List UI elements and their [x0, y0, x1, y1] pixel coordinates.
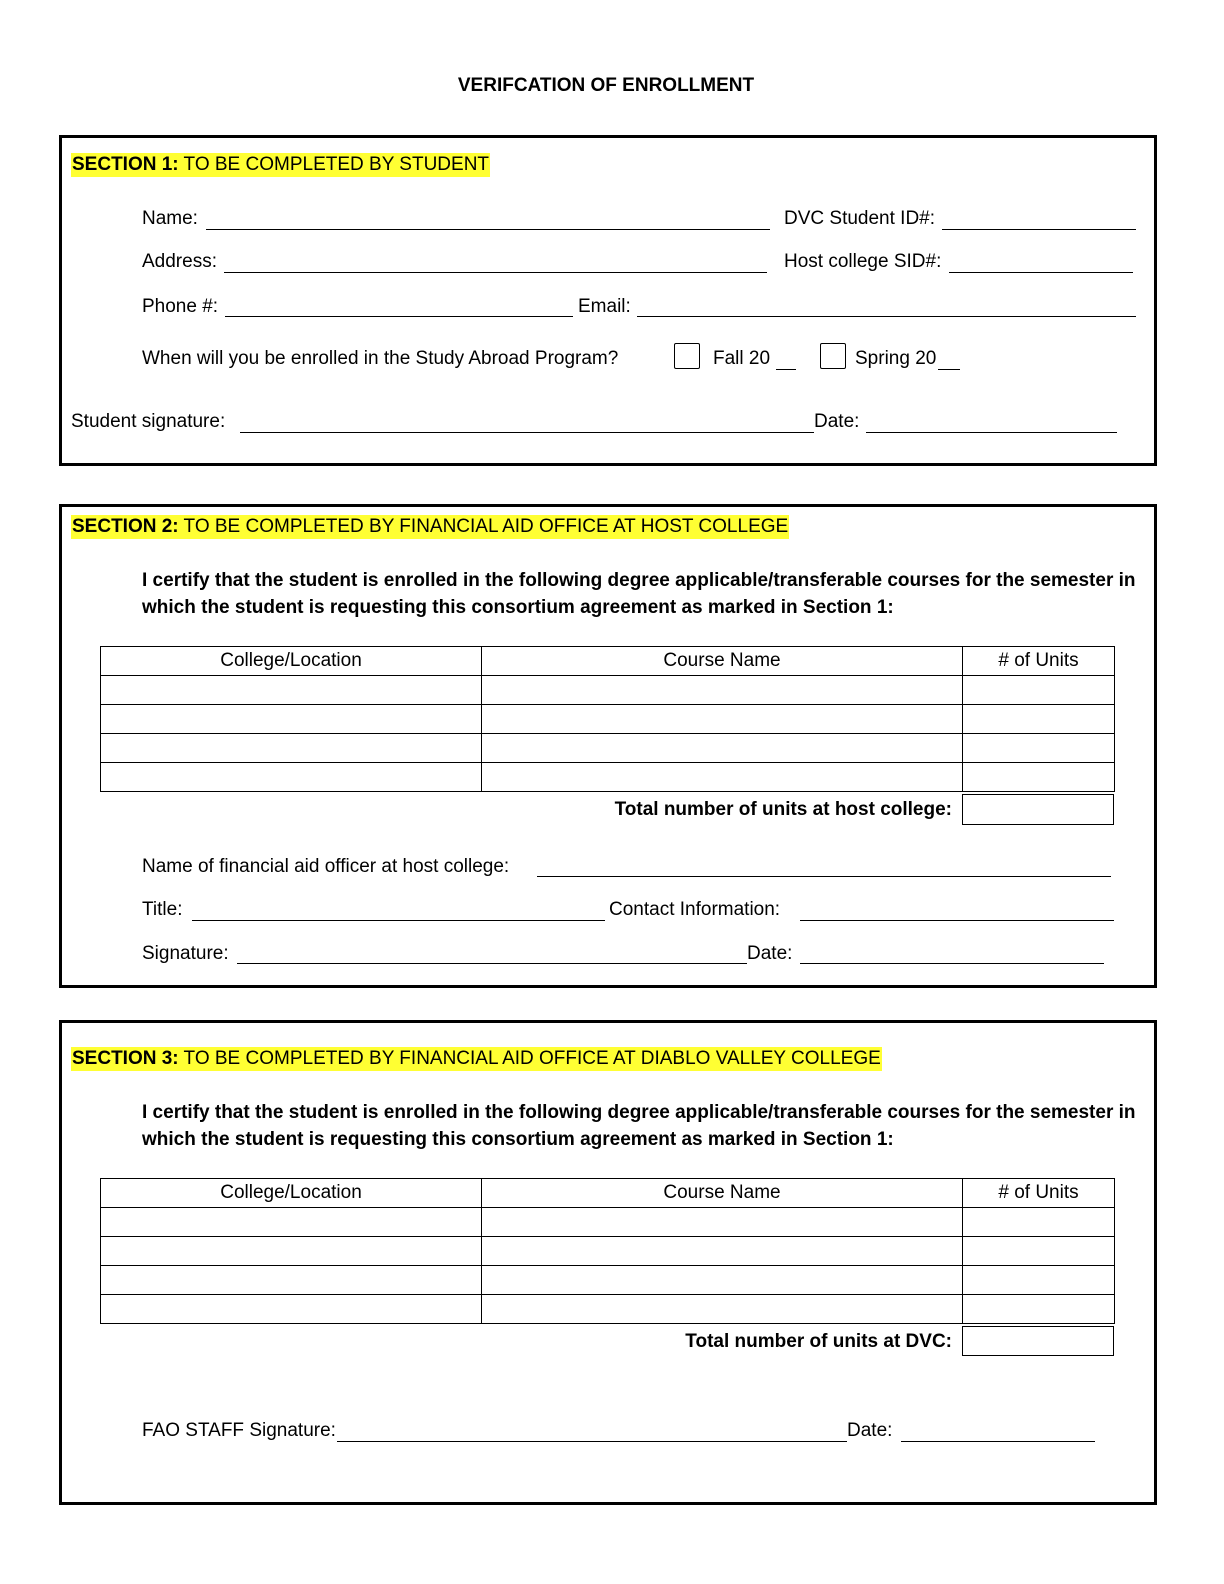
- spring-checkbox[interactable]: [820, 343, 846, 369]
- fao-date-field[interactable]: [901, 1441, 1095, 1442]
- dvc-student-id-field[interactable]: [942, 229, 1136, 230]
- table-row: [101, 763, 1115, 792]
- email-label: Email:: [578, 296, 631, 317]
- college-cell[interactable]: [101, 1208, 482, 1237]
- email-field[interactable]: [637, 316, 1136, 317]
- units-cell[interactable]: [963, 734, 1115, 763]
- college-cell[interactable]: [101, 676, 482, 705]
- table-header-row: [101, 1179, 1115, 1208]
- section-2-title: TO BE COMPLETED BY FINANCIAL AID OFFICE AT HOST COLLEGE: [178, 516, 789, 537]
- address-label: Address:: [142, 251, 217, 272]
- units-cell[interactable]: [963, 1295, 1115, 1324]
- spring-label: Spring 20: [855, 348, 937, 369]
- section-1-number: SECTION 1:: [72, 154, 179, 175]
- student-date-label: Date:: [814, 411, 860, 432]
- phone-field[interactable]: [225, 316, 573, 317]
- college-cell[interactable]: [101, 734, 482, 763]
- table-row: [101, 1237, 1115, 1266]
- college-cell[interactable]: [101, 705, 482, 734]
- table-row: [101, 1208, 1115, 1237]
- table-row: [101, 1266, 1115, 1295]
- section-3-title: TO BE COMPLETED BY FINANCIAL AID OFFICE AT DIABLO VALLEY COLLEGE: [178, 1048, 881, 1069]
- officer-signature-label: Signature:: [142, 943, 229, 964]
- table-row: [101, 734, 1115, 763]
- college-cell[interactable]: [101, 1266, 482, 1295]
- units-cell[interactable]: [963, 763, 1115, 792]
- units-cell[interactable]: [963, 1237, 1115, 1266]
- fall-label: Fall 20: [713, 348, 771, 369]
- course-cell[interactable]: [482, 1295, 963, 1324]
- college-cell[interactable]: [101, 1237, 482, 1266]
- course-cell[interactable]: [482, 676, 963, 705]
- course-cell[interactable]: [482, 1266, 963, 1295]
- course-cell[interactable]: [482, 1237, 963, 1266]
- units-cell[interactable]: [963, 705, 1115, 734]
- col-course-name: Course Name: [482, 1179, 963, 1208]
- student-signature-label: Student signature:: [71, 411, 226, 432]
- enroll-question: When will you be enrolled in the Study Abroad Program?: [142, 348, 619, 369]
- dvc-student-id-label: DVC Student ID#:: [784, 208, 936, 229]
- fao-staff-signature-field[interactable]: [337, 1441, 847, 1442]
- officer-date-label: Date:: [747, 943, 793, 964]
- name-field[interactable]: [206, 229, 770, 230]
- contact-info-field[interactable]: [800, 920, 1114, 921]
- host-courses-table: [100, 646, 1115, 792]
- officer-title-label: Title:: [142, 899, 183, 920]
- student-date-field[interactable]: [866, 432, 1117, 433]
- units-cell[interactable]: [963, 1266, 1115, 1295]
- officer-date-field[interactable]: [800, 963, 1104, 964]
- col-college-location: College/Location: [101, 1179, 482, 1208]
- college-cell[interactable]: [101, 763, 482, 792]
- phone-label: Phone #:: [142, 296, 219, 317]
- fall-year-field[interactable]: [776, 369, 796, 370]
- host-college-sid-label: Host college SID#:: [784, 251, 942, 272]
- section-1-heading: [71, 153, 490, 177]
- officer-title-field[interactable]: [192, 920, 605, 921]
- section-2-heading: [71, 515, 789, 539]
- table-row: [101, 705, 1115, 734]
- section-3-number: SECTION 3:: [72, 1048, 179, 1069]
- col-units: # of Units: [963, 647, 1115, 676]
- address-field[interactable]: [224, 272, 767, 273]
- fao-staff-signature-label: FAO STAFF Signature:: [142, 1420, 336, 1441]
- name-label: Name:: [142, 208, 198, 229]
- table-header-row: [101, 647, 1115, 676]
- host-college-sid-field[interactable]: [949, 272, 1133, 273]
- table-row: [101, 676, 1115, 705]
- student-signature-field[interactable]: [240, 432, 814, 433]
- units-cell[interactable]: [963, 676, 1115, 705]
- dvc-total-units-label: Total number of units at DVC:: [685, 1331, 952, 1352]
- host-total-units-field[interactable]: [962, 794, 1114, 825]
- college-cell[interactable]: [101, 1295, 482, 1324]
- fao-date-label: Date:: [847, 1420, 893, 1441]
- section-2-number: SECTION 2:: [72, 516, 179, 537]
- section-3-certify-text: I certify that the student is enrolled in the following degree applicable/transferable courses for the semester in which the student is requesting this consortium agreement as marked in Section 1:: [142, 1102, 1136, 1150]
- units-cell[interactable]: [963, 1208, 1115, 1237]
- dvc-courses-table: [100, 1178, 1115, 1324]
- officer-name-field[interactable]: [537, 876, 1111, 877]
- col-units: # of Units: [963, 1179, 1115, 1208]
- section-3-heading: [71, 1047, 882, 1071]
- form-title: VERIFCATION OF ENROLLMENT: [457, 75, 755, 96]
- course-cell[interactable]: [482, 763, 963, 792]
- course-cell[interactable]: [482, 705, 963, 734]
- course-cell[interactable]: [482, 1208, 963, 1237]
- contact-info-label: Contact Information:: [609, 899, 781, 920]
- officer-name-label: Name of financial aid officer at host college:: [142, 856, 510, 877]
- col-course-name: Course Name: [482, 647, 963, 676]
- fall-checkbox[interactable]: [674, 343, 700, 369]
- dvc-total-units-field[interactable]: [962, 1326, 1114, 1356]
- table-row: [101, 1295, 1115, 1324]
- col-college-location: College/Location: [101, 647, 482, 676]
- course-cell[interactable]: [482, 734, 963, 763]
- host-total-units-label: Total number of units at host college:: [614, 799, 952, 820]
- section-1-title: TO BE COMPLETED BY STUDENT: [178, 154, 490, 175]
- section-2-certify-text: I certify that the student is enrolled in the following degree applicable/transferable courses for the semester in which the student is requesting this consortium agreement as marked in Section 1:: [142, 570, 1136, 618]
- spring-year-field[interactable]: [938, 369, 960, 370]
- officer-signature-field[interactable]: [237, 963, 747, 964]
